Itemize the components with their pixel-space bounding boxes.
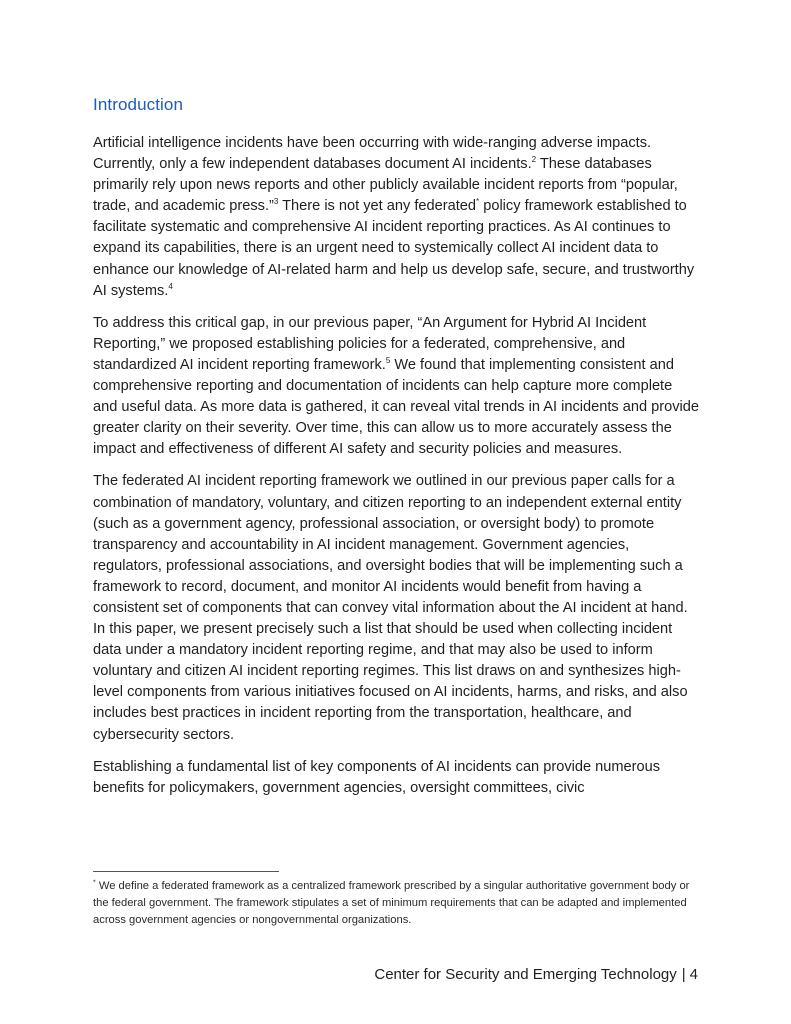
paragraph-text: Establishing a fundamental list of key components of AI incidents can provide numerous benefits for policymakers, government agencies, oversight committees, civic (93, 758, 661, 796)
paragraph-text: These databases primarily rely upon news reports and other publicly available incident reports from “popular, trade, and academic press.” (93, 156, 678, 215)
page-number: 4 (689, 966, 698, 983)
endnote-ref-2: 2 (531, 155, 537, 165)
paragraph-text: To address this critical gap, in our previous paper, “An Argument for Hybrid AI Incident Reporting,” we proposed establishing policies for a federated, comprehensive, and standardized AI incident reporting framework. (93, 314, 647, 373)
paragraph-text: The federated AI incident reporting framework we outlined in our previous paper calls for a combination of mandatory, voluntary, and citizen reporting to an independent external entity (such as a government agency, professional association, or oversight body) to promote transparency and accountability in AI incident management. Government agencies, regulators, professional associations, and oversight bodies that will be implementing such a framework to record, document, and monitor AI incidents would benefit from having a consistent set of components that can convey vital information about the AI incident at hand. In this paper, we present precisely such a list that should be used when collecting incident data under a mandatory incident reporting regime, and that may also be used to inform voluntary and citizen AI incident reporting regimes. This list draws on and synthesizes high-level components from various initiatives focused on AI incidents, harms, and risks, and also includes best practices in incident reporting from the transportation, healthcare, and cybersecurity sectors. (93, 473, 688, 743)
paragraph-3 (93, 471, 699, 745)
footnote-text: We define a federated framework as a centralized framework prescribed by a singular authoritative government body or the federal government. The framework stipulates a set of minimum requirements that can be adapted and implemented across government agencies or nongovernmental organizations. (93, 880, 690, 926)
footnote (93, 878, 699, 929)
footnote-ref-asterisk: * (476, 197, 480, 207)
endnote-ref-4: 4 (168, 281, 173, 291)
footer-organization: Center for Security and Emerging Technology (374, 966, 677, 983)
paragraph-text: We found that implementing consistent and comprehensive reporting and documentation of incidents can help capture more complete and useful data. As more data is gathered, it can reveal vital trends in AI incidents and provide greater clarity on their severity. Over time, this can allow us to more accurately assess the impact and effectiveness of different AI safety and security policies and measures. (93, 356, 700, 458)
paragraph-text: Artificial intelligence incidents have been occurring with wide-ranging adverse impacts. Currently, only a few independent databases document AI incidents. (93, 135, 652, 173)
footnote-divider (93, 871, 279, 872)
footnote-marker: * (93, 879, 96, 887)
section-heading: Introduction (93, 95, 184, 114)
body-text (93, 133, 699, 810)
paragraph-text: policy framework established to facilitate systematic and comprehensive AI incident reporting practices. As AI continues to expand its capabilities, there is an urgent need to systemically collect AI incident data to enhance our knowledge of AI-related harm and help us develop safe, secure, and trustworthy AI systems. (93, 198, 695, 299)
page-footer (374, 964, 698, 986)
footer-separator: | (681, 966, 686, 983)
paragraph-text: There is not yet any federated (278, 198, 477, 215)
endnote-ref-3: 3 (273, 197, 279, 207)
endnote-ref-5: 5 (385, 356, 391, 366)
paragraph-4 (93, 757, 699, 799)
paragraph-1 (93, 133, 699, 302)
paragraph-2 (93, 313, 699, 461)
